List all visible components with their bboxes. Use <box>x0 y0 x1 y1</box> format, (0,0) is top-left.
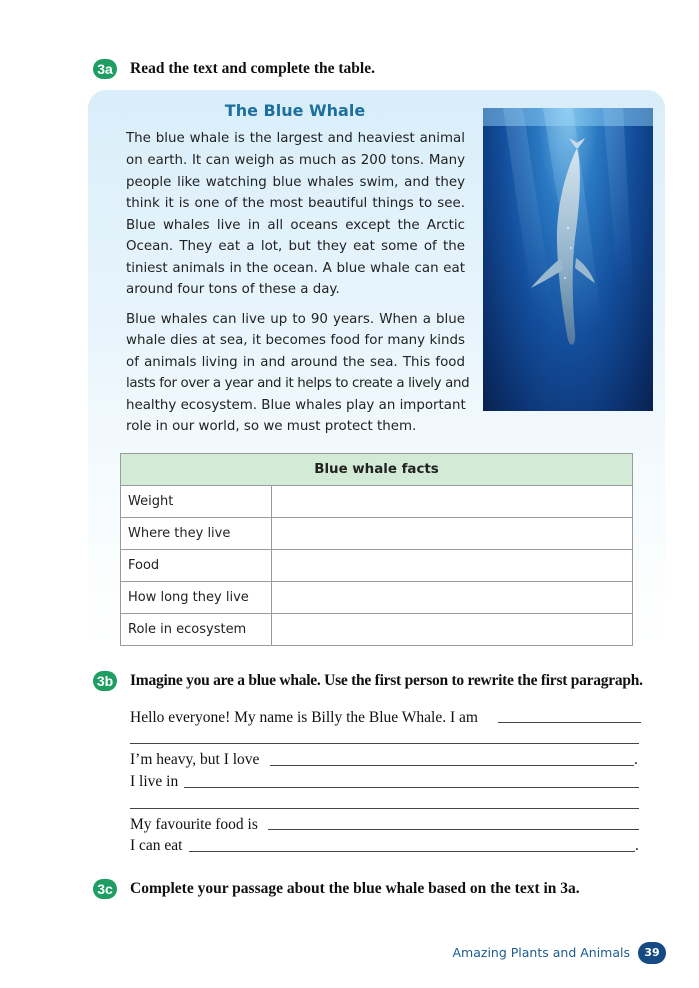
unit-title: Amazing Plants and Animals <box>452 945 630 960</box>
answer-cell-where-they-live[interactable] <box>272 518 633 550</box>
answer-cell-how-long-they-live[interactable] <box>272 582 633 614</box>
writing-prompt-line-5: I can eat <box>130 837 183 854</box>
answer-blank-6[interactable] <box>268 829 639 830</box>
row-label-where-they-live: Where they live <box>121 518 272 550</box>
writing-prompt-line-4: My favourite food is <box>130 816 258 833</box>
table-row <box>121 486 633 518</box>
paragraph2-line: lasts for over a year and it helps to create a lively and <box>126 376 470 391</box>
period-mark: . <box>635 837 639 854</box>
answer-cell-weight[interactable] <box>272 486 633 518</box>
blue-whale-photo <box>483 108 653 411</box>
row-label-role-in-ecosystem: Role in ecosystem <box>121 614 272 646</box>
table-row <box>121 582 633 614</box>
row-label-how-long-they-live: How long they live <box>121 582 272 614</box>
writing-prompt-line-2: I’m heavy, but I love <box>130 751 260 768</box>
paragraph1-line: people like watching blue whales swim, and they <box>126 175 465 190</box>
paragraph1-line: on earth. It can weigh as much as 200 tons. Many <box>126 153 465 168</box>
writing-prompt-line-1: Hello everyone! My name is Billy the Blue Whale. I am <box>130 709 478 726</box>
paragraph2-line: role in our world, so we must protect them. <box>126 419 417 434</box>
answer-blank-4[interactable] <box>184 787 639 788</box>
writing-prompt-line-3: I live in <box>130 773 179 790</box>
instruction-3a: Read the text and complete the table. <box>130 60 375 77</box>
table-header: Blue whale facts <box>121 454 633 486</box>
paragraph1-line: around four tons of these a day. <box>126 282 340 297</box>
blue-whale-underwater-photo-icon <box>483 108 653 411</box>
answer-blank-5[interactable] <box>130 808 639 809</box>
row-label-food: Food <box>121 550 272 582</box>
paragraph1-line: Ocean. They eat a lot, but they eat some of the <box>126 239 465 254</box>
row-label-weight: Weight <box>121 486 272 518</box>
table-row <box>121 550 633 582</box>
instruction-3b: Imagine you are a blue whale. Use the first person to rewrite the first paragraph. <box>130 672 643 689</box>
exercise-badge-3a: 3a <box>93 59 117 79</box>
table-row <box>121 518 633 550</box>
answer-blank-2[interactable] <box>130 743 639 744</box>
paragraph1-line: tiniest animals in the ocean. A blue whale can eat <box>126 261 465 276</box>
paragraph1-line: Blue whales live in all oceans except the Arctic <box>126 218 465 233</box>
answer-cell-role-in-ecosystem[interactable] <box>272 614 633 646</box>
period-mark: . <box>634 751 638 768</box>
page-number: 39 <box>638 942 666 964</box>
paragraph2-line: of animals living in and around the sea. This food <box>126 355 465 370</box>
blue-whale-facts-table <box>120 453 633 646</box>
paragraph1-line: The blue whale is the largest and heaviest animal <box>126 131 465 146</box>
instruction-3c: Complete your passage about the blue whale based on the text in 3a. <box>130 880 580 897</box>
paragraph2-line: Blue whales can live up to 90 years. When a blue <box>126 312 465 327</box>
exercise-badge-3c: 3c <box>93 879 117 899</box>
answer-cell-food[interactable] <box>272 550 633 582</box>
paragraph2-line: whale dies at sea, it becomes food for many kinds <box>126 333 465 348</box>
paragraph2-line: healthy ecosystem. Blue whales play an important <box>126 398 466 413</box>
paragraph1-line: think it is one of the most beautiful things to see. <box>126 196 465 211</box>
table-row <box>121 614 633 646</box>
answer-blank-7[interactable] <box>189 851 635 852</box>
story-title: The Blue Whale <box>224 101 366 120</box>
exercise-badge-3b: 3b <box>93 671 117 691</box>
answer-blank-1[interactable] <box>498 722 641 723</box>
answer-blank-3[interactable] <box>270 765 634 766</box>
